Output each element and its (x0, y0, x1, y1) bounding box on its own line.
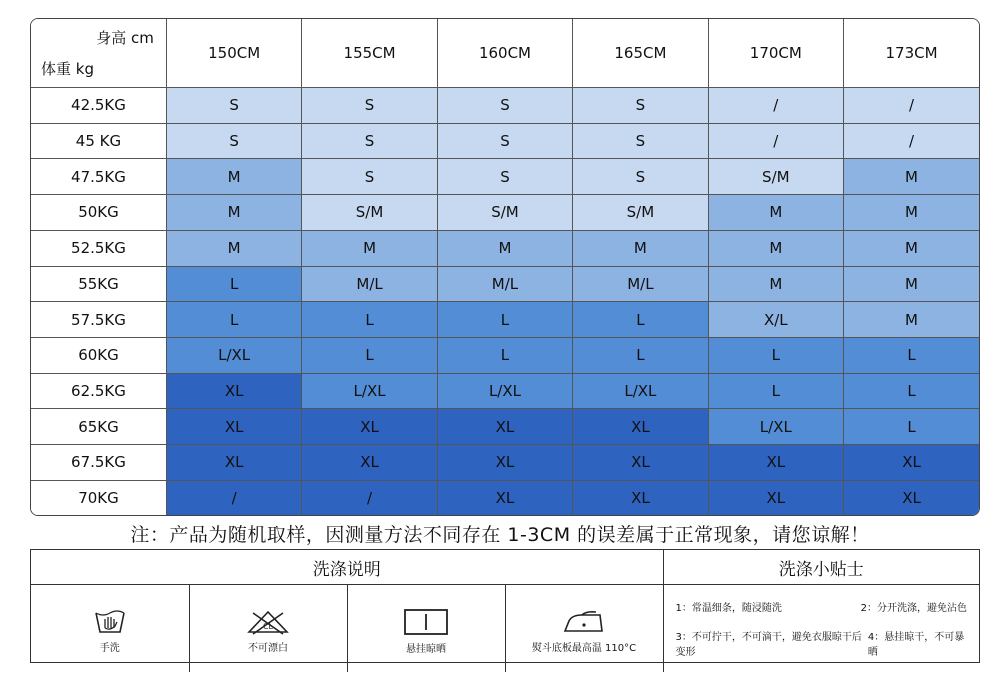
size-cell: S (166, 88, 301, 124)
size-cell: M/L (437, 266, 572, 302)
size-cell: L/XL (302, 373, 437, 409)
size-cell: XL (708, 480, 843, 515)
size-cell: L (437, 337, 572, 373)
height-column-header: 150CM (166, 19, 301, 88)
hang-dry-icon (403, 608, 449, 636)
size-cell: L/XL (708, 409, 843, 445)
tips-title: 洗涤小贴士 (663, 550, 979, 585)
height-column-header: 173CM (844, 19, 979, 88)
size-cell: L (708, 373, 843, 409)
size-cell: / (302, 480, 437, 515)
size-cell: M (844, 230, 979, 266)
size-cell: / (708, 123, 843, 159)
weight-axis-label: 体重 kg (41, 60, 94, 78)
size-cell: S/M (302, 195, 437, 231)
size-cell: S/M (573, 195, 708, 231)
size-cell: S (573, 123, 708, 159)
size-cell: XL (708, 445, 843, 481)
size-cell: L (166, 266, 301, 302)
weight-row-header: 52.5KG (31, 230, 166, 266)
size-row (31, 230, 979, 266)
size-cell: XL (437, 480, 572, 515)
size-cell: L (844, 337, 979, 373)
size-cell: M (708, 266, 843, 302)
size-cell: S (573, 159, 708, 195)
size-cell: L (844, 373, 979, 409)
height-axis-label: 身高 cm (96, 29, 154, 47)
size-row (31, 409, 979, 445)
size-cell: M (844, 266, 979, 302)
size-cell: / (708, 88, 843, 124)
size-cell: M/L (573, 266, 708, 302)
height-column-header: 155CM (302, 19, 437, 88)
care-label: 不可漂白 (248, 643, 288, 654)
weight-row-header: 45 KG (31, 123, 166, 159)
weight-row-header: 70KG (31, 480, 166, 515)
size-cell: L (437, 302, 572, 338)
size-cell: XL (844, 480, 979, 515)
weight-row-header: 67.5KG (31, 445, 166, 481)
size-cell: L (302, 302, 437, 338)
weight-row-header: 57.5KG (31, 302, 166, 338)
size-cell: L (708, 337, 843, 373)
size-cell: M/L (302, 266, 437, 302)
weight-row-header: 65KG (31, 409, 166, 445)
size-cell: M (166, 195, 301, 231)
size-cell: XL (166, 445, 301, 481)
size-cell: XL (573, 409, 708, 445)
care-label: 熨斗底板最高温 110°C (531, 643, 637, 654)
size-cell: XL (573, 480, 708, 515)
height-column-header: 160CM (437, 19, 572, 88)
care-label: 手洗 (99, 643, 120, 654)
svg-text:CL: CL (262, 622, 274, 631)
care-item-no-bleach (189, 585, 347, 673)
size-cell: L/XL (166, 337, 301, 373)
size-row (31, 302, 979, 338)
tip-item: 4：悬挂晾干，不可暴晒 (867, 632, 965, 658)
size-cell: S/M (437, 195, 572, 231)
size-cell: L/XL (573, 373, 708, 409)
size-cell: M (166, 159, 301, 195)
weight-row-header: 62.5KG (31, 373, 166, 409)
size-cell: / (166, 480, 301, 515)
care-item-hang-dry (347, 585, 505, 673)
size-row (31, 88, 979, 124)
size-cell: M (708, 230, 843, 266)
weight-row-header: 47.5KG (31, 159, 166, 195)
size-row (31, 480, 979, 515)
size-cell: L (573, 302, 708, 338)
no-bleach-icon (245, 609, 291, 635)
size-cell: XL (302, 409, 437, 445)
size-cell: / (844, 123, 979, 159)
size-cell: S (302, 88, 437, 124)
size-row (31, 123, 979, 159)
size-cell: M (844, 159, 979, 195)
tip-item: 1：常温细条，随浸随洗 (675, 603, 782, 614)
height-column-header: 165CM (573, 19, 708, 88)
size-cell: M (844, 195, 979, 231)
size-cell: L (302, 337, 437, 373)
size-cell: XL (166, 409, 301, 445)
size-row (31, 445, 979, 481)
care-title: 洗涤说明 (31, 550, 663, 585)
measurement-note: 注：产品为随机取样，因测量方法不同存在 1-3CM 的误差属于正常现象，请您谅解！ (130, 524, 870, 546)
size-cell: M (437, 230, 572, 266)
size-cell: S (573, 88, 708, 124)
wash-tips (663, 585, 979, 673)
iron-icon (562, 609, 606, 635)
size-row (31, 337, 979, 373)
size-cell: S (437, 88, 572, 124)
tip-item: 2：分开洗涤，避免沾色 (860, 603, 967, 614)
size-cell: L (166, 302, 301, 338)
size-cell: S (166, 123, 301, 159)
care-item-hand-wash (31, 585, 189, 673)
size-row (31, 373, 979, 409)
size-cell: XL (437, 409, 572, 445)
size-cell: XL (302, 445, 437, 481)
size-cell: M (844, 302, 979, 338)
corner-header (31, 19, 166, 88)
size-cell: M (708, 195, 843, 231)
tip-item: 3：不可拧干，不可滴干，避免衣服晾干后变形 (675, 632, 862, 658)
size-cell: S (302, 123, 437, 159)
size-cell: XL (437, 445, 572, 481)
size-cell: L/XL (437, 373, 572, 409)
weight-row-header: 60KG (31, 337, 166, 373)
size-cell: M (302, 230, 437, 266)
weight-row-header: 50KG (31, 195, 166, 231)
size-cell: XL (844, 445, 979, 481)
size-cell: XL (166, 373, 301, 409)
hand-wash-icon (93, 609, 127, 635)
size-row (31, 195, 979, 231)
size-cell: L (844, 409, 979, 445)
size-cell: M (166, 230, 301, 266)
height-column-header: 170CM (708, 19, 843, 88)
size-cell: S (437, 159, 572, 195)
size-row (31, 266, 979, 302)
size-cell: S (302, 159, 437, 195)
size-header-row (31, 19, 979, 88)
care-instructions (30, 549, 980, 663)
weight-row-header: 42.5KG (31, 88, 166, 124)
size-chart (30, 18, 980, 516)
size-row (31, 159, 979, 195)
size-cell: S (437, 123, 572, 159)
care-item-iron (505, 585, 663, 673)
size-cell: X/L (708, 302, 843, 338)
care-label: 悬挂晾晒 (406, 644, 446, 655)
size-cell: / (844, 88, 979, 124)
size-cell: XL (573, 445, 708, 481)
weight-row-header: 55KG (31, 266, 166, 302)
size-cell: M (573, 230, 708, 266)
size-cell: S/M (708, 159, 843, 195)
size-cell: L (573, 337, 708, 373)
